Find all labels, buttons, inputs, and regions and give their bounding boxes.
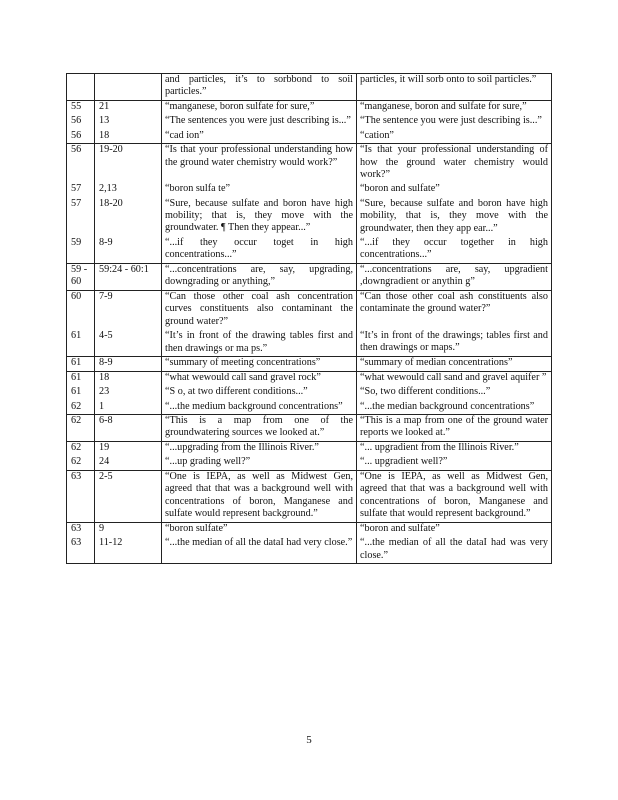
line-cell — [95, 101, 162, 144]
page-entry: 63 — [71, 522, 82, 534]
page-entry: 61 — [71, 386, 82, 398]
corrected-entry: “what wewould call sand and gravel aquifer ” — [360, 371, 547, 383]
corrected-entry: “So, two different conditions...” — [360, 386, 491, 398]
original-text-cell — [162, 522, 357, 563]
original-entry: “One is IEPA, as well as Midwest Gen, agreed that that was a background well with concentrations of boron, Manganese and sulfate would represent background.” — [165, 470, 356, 519]
line-entry: 11-12 — [99, 537, 123, 549]
original-entry: “Sure, because sulfate and boron have high mobility; that is, they move with the groundwater. ¶ Then they appear...” — [165, 197, 356, 234]
line-entry: 18 — [99, 129, 110, 141]
original-entry: “...if they occur toget in high concentrations...” — [165, 236, 356, 261]
corrected-text-cell — [357, 470, 552, 522]
corrected-text-cell — [357, 522, 552, 563]
page-cell — [67, 357, 95, 371]
original-entry: and particles, it’s to sorbbond to soil particles.” — [165, 74, 356, 98]
corrected-text-cell — [357, 144, 552, 264]
page-cell — [67, 371, 95, 414]
table-row — [67, 441, 552, 470]
page-entry: 56 — [71, 129, 82, 141]
table-row — [67, 74, 552, 101]
page-entry — [71, 74, 91, 99]
line-entry: 8-9 — [99, 357, 113, 369]
corrected-text-cell — [357, 74, 552, 101]
line-entry: 2-5 — [99, 470, 113, 482]
page-entry: 56 — [71, 115, 82, 127]
table-row — [67, 357, 552, 371]
original-text-cell — [162, 291, 357, 357]
corrected-entry: “summary of median concentrations” — [360, 357, 513, 369]
table-row — [67, 291, 552, 357]
page-entry: 59 — [71, 236, 82, 248]
line-entry: 19-20 — [99, 144, 123, 156]
original-entry: “...concentrations are, say, upgrading, downgrading or anything,” — [165, 264, 356, 288]
corrected-entry: “One is IEPA, as well as Midwest Gen, agreed that that was a background well with concentrations of boron, Manganese and sulfate that would represent background.” — [360, 470, 551, 519]
original-entry: “It’s in front of the drawing tables first and then drawings or ma ps.” — [165, 330, 356, 354]
original-entry: “...up grading well?” — [165, 456, 251, 468]
corrected-entry: “manganese, boron and sulfate for sure,” — [360, 101, 527, 112]
line-cell — [95, 74, 162, 101]
page-entry: 63 — [71, 470, 82, 482]
corrected-entry: particles, it will sorb onto to soil particles.” — [360, 74, 537, 85]
line-cell — [95, 414, 162, 441]
page-cell — [67, 264, 95, 291]
corrected-entry: “It’s in front of the drawings; tables first and then drawings or maps.” — [360, 330, 551, 354]
page-cell — [67, 441, 95, 470]
line-entry: 4-5 — [99, 330, 113, 342]
page-entry: 61 — [71, 357, 82, 369]
line-entry: 24 — [99, 456, 110, 468]
page-entry: 61 — [71, 330, 82, 342]
line-entry: 1 — [99, 400, 105, 412]
corrected-text-cell — [357, 291, 552, 357]
page-entry: 56 — [71, 144, 82, 156]
original-text-cell — [162, 470, 357, 522]
table-row — [67, 522, 552, 563]
corrected-entry: “Is that your professional understanding of how the ground water chemistry would work?” — [360, 144, 551, 181]
original-entry: “The sentences you were just describing is...” — [165, 115, 351, 127]
corrected-entry: “Can those other coal ash constituents also contaminate the ground water?” — [360, 291, 551, 315]
line-entry: 18 — [99, 371, 110, 383]
corrected-entry: “Sure, because sulfate and boron have high mobility, that is, they move with the groundwater, then they app ear...” — [360, 197, 551, 234]
line-entry: 13 — [99, 115, 110, 127]
original-entry: “cad ion” — [165, 129, 204, 141]
corrected-entry: “...if they occur together in high concentrations...” — [360, 237, 551, 261]
original-entry: “...the median of all the dataI had very close.” — [165, 537, 353, 549]
page-cell — [67, 470, 95, 522]
line-cell — [95, 357, 162, 371]
table-row — [67, 414, 552, 441]
table-row — [67, 371, 552, 414]
line-cell — [95, 441, 162, 470]
original-entry: “S o, at two different conditions...” — [165, 386, 308, 398]
table-row — [67, 101, 552, 144]
original-text-cell — [162, 441, 357, 470]
original-entry: “boron sulfate” — [165, 522, 228, 534]
original-entry: “...upgrading from the Illinois River.” — [165, 441, 319, 453]
page-entry: 57 — [71, 183, 82, 195]
corrected-entry: “... upgradient from the Illinois River.” — [360, 441, 519, 453]
corrected-entry: “cation” — [360, 129, 394, 141]
line-entry: 23 — [99, 386, 110, 398]
errata-table-body — [67, 74, 552, 564]
corrected-entry: “boron and sulfate” — [360, 522, 440, 534]
original-entry: “Can those other coal ash concentration curves constituents also contaminant the ground water?” — [165, 291, 356, 327]
original-text-cell — [162, 144, 357, 264]
original-entry: “what wewould call sand gravel rock” — [165, 371, 321, 383]
original-text-cell — [162, 414, 357, 441]
page-cell — [67, 144, 95, 264]
corrected-entry: “...the median of all the dataI had was very close.” — [360, 537, 551, 561]
line-entry: 6-8 — [99, 414, 113, 426]
original-text-cell — [162, 101, 357, 144]
page-entry: 59 - 60 — [71, 264, 90, 288]
table-row — [67, 264, 552, 291]
line-cell — [95, 291, 162, 357]
corrected-text-cell — [357, 441, 552, 470]
corrected-entry: “...concentrations are, say, upgradient ,downgradient or anythin g” — [360, 264, 551, 288]
page-cell — [67, 414, 95, 441]
errata-table — [66, 73, 552, 564]
original-text-cell — [162, 264, 357, 291]
original-text-cell — [162, 371, 357, 414]
line-entry: 7-9 — [99, 291, 113, 303]
original-entry: “summary of meeting concentrations” — [165, 357, 321, 369]
original-entry: “boron sulfa te” — [165, 183, 231, 195]
page-entry: 62 — [71, 456, 82, 468]
page-entry: 60 — [71, 291, 82, 303]
page-entry: 61 — [71, 371, 82, 383]
line-entry: 8-9 — [99, 236, 113, 248]
line-entry: 21 — [99, 101, 110, 112]
corrected-text-cell — [357, 101, 552, 144]
page-entry: 62 — [71, 414, 82, 426]
line-cell — [95, 470, 162, 522]
line-cell — [95, 371, 162, 414]
corrected-text-cell — [357, 357, 552, 371]
line-entry: 9 — [99, 522, 105, 534]
corrected-text-cell — [357, 371, 552, 414]
page-number: 5 — [306, 734, 312, 746]
page-cell — [67, 101, 95, 144]
page-entry: 55 — [71, 101, 82, 112]
table-row — [67, 470, 552, 522]
original-entry: “...the medium background concentrations” — [165, 400, 343, 412]
table-row — [67, 144, 552, 264]
corrected-entry: “This is a map from one of the ground water reports we looked at.” — [360, 414, 551, 439]
line-entry: 18-20 — [99, 197, 123, 209]
page-cell — [67, 291, 95, 357]
line-entry — [99, 74, 158, 99]
original-entry: “manganese, boron sulfate for sure,” — [165, 101, 315, 112]
page-entry: 63 — [71, 537, 82, 549]
page-entry: 57 — [71, 197, 82, 209]
corrected-text-cell — [357, 414, 552, 441]
page-cell — [67, 74, 95, 101]
original-text-cell — [162, 357, 357, 371]
line-entry: 19 — [99, 441, 110, 453]
line-cell — [95, 144, 162, 264]
line-entry: 2,13 — [99, 183, 117, 195]
page-cell — [67, 522, 95, 563]
line-entry: 59:24 - 60:1 — [99, 264, 149, 276]
line-cell — [95, 264, 162, 291]
corrected-entry: “... upgradient well?” — [360, 456, 448, 468]
line-cell — [95, 522, 162, 563]
corrected-entry: “boron and sulfate” — [360, 183, 440, 195]
errata-table-container — [66, 73, 551, 564]
corrected-entry: “The sentence you were just describing is...” — [360, 115, 542, 127]
page-entry: 62 — [71, 400, 82, 412]
original-entry: “Is that your professional understanding how the ground water chemistry would work?” — [165, 144, 356, 168]
original-entry: “This is a map from one of the groundwatering sources we looked at.” — [165, 414, 356, 439]
corrected-text-cell — [357, 264, 552, 291]
page-entry: 62 — [71, 441, 82, 453]
original-text-cell — [162, 74, 357, 101]
corrected-entry: “...the median background concentrations” — [360, 400, 535, 412]
